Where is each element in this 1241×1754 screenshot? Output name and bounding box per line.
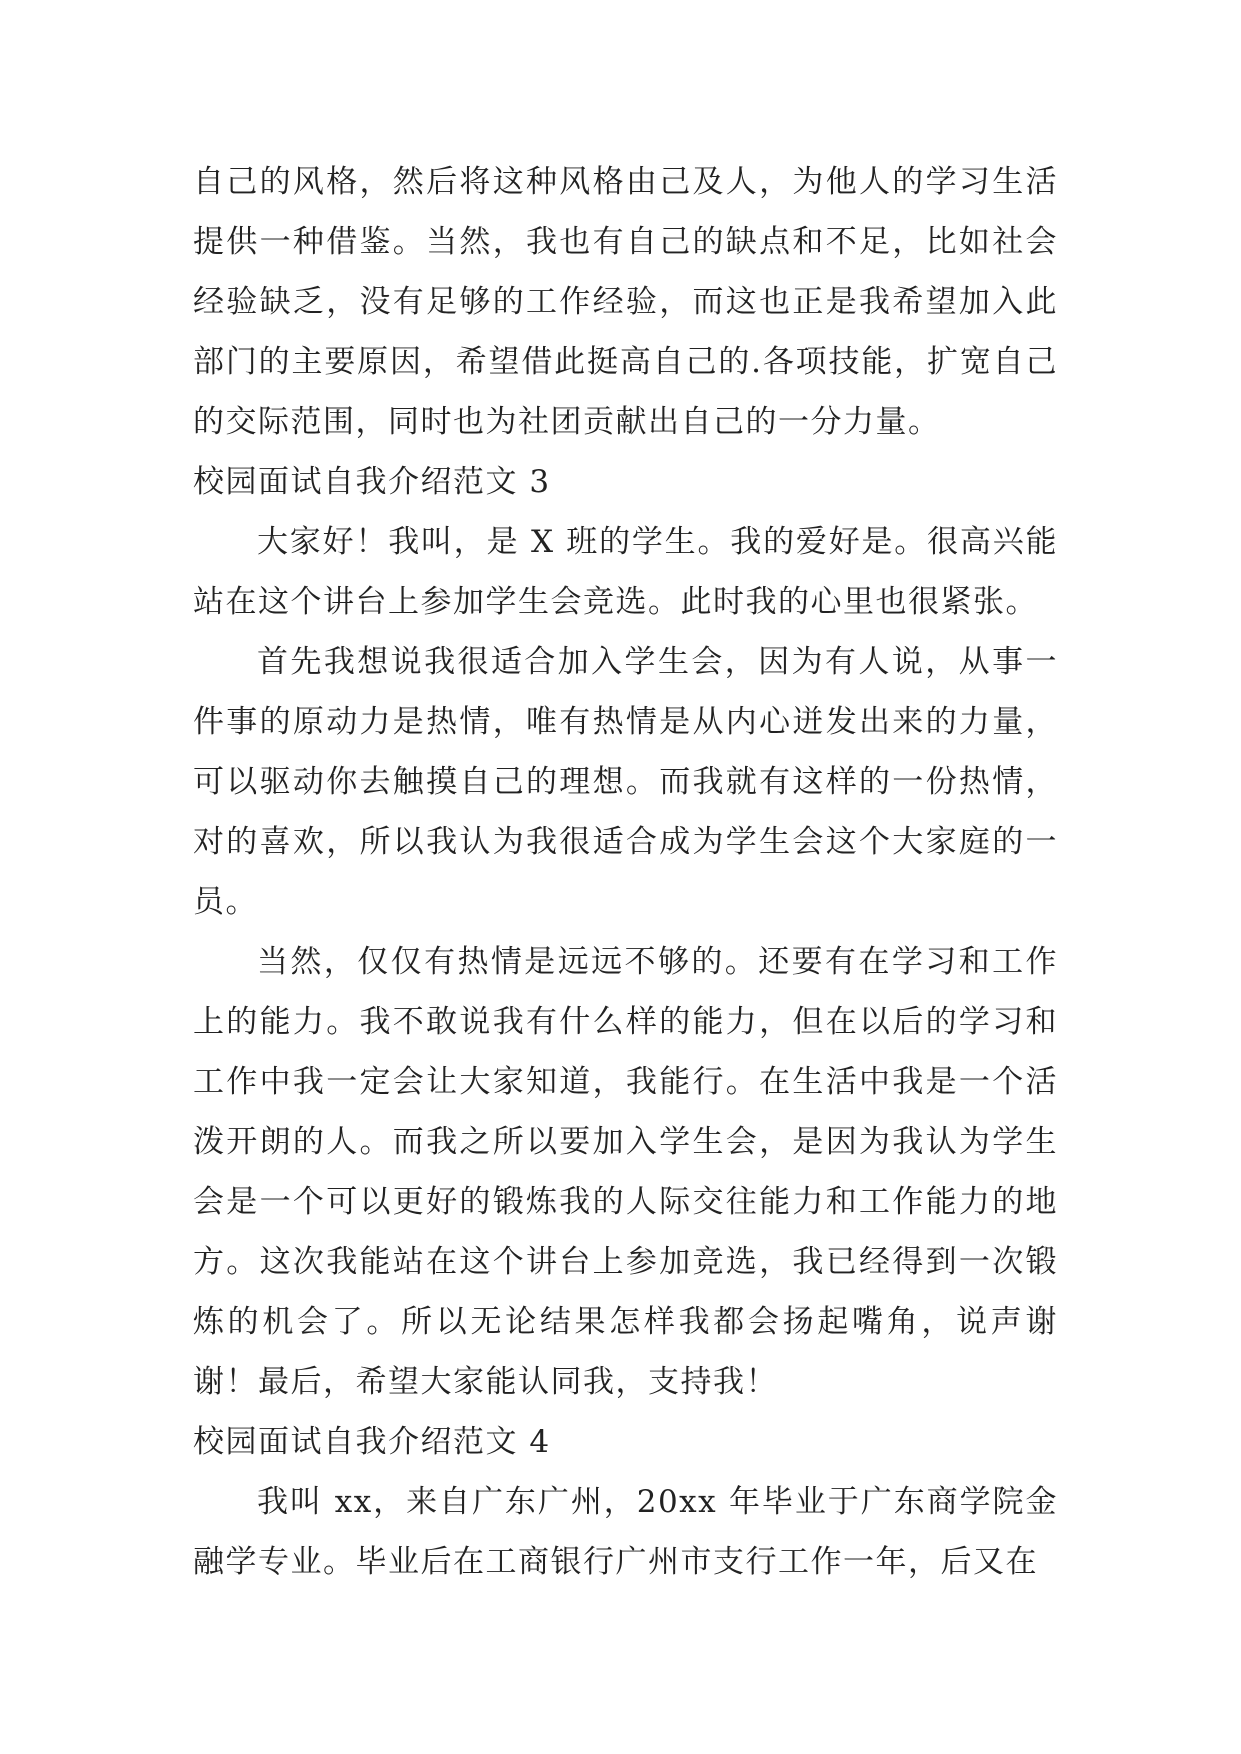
document-page bbox=[193, 152, 1058, 1592]
paragraph-introduction: 我叫 xx，来自广东广州，20xx 年毕业于广东商学院金融学专业。毕业后在工商银行广州市支行工作一年，后又在 bbox=[193, 1484, 1058, 1580]
paragraph-ability: 当然，仅仅有热情是远远不够的。还要有在学习和工作上的能力。我不敢说我有什么样的能力，但在以后的学习和工作中我一定会让大家知道，我能行。在生活中我是一个活泼开朗的人。而我之所以要加入学生会，是因为我认为学生会是一个可以更好的锻炼我的人际交往能力和工作能力的地方。这次我能站在这个讲台上参加竞选，我已经得到一次锻炼的机会了。所以无论结果怎样我都会扬起嘴角，说声谢谢！最后，希望大家能认同我，支持我！ bbox=[193, 944, 1058, 1400]
paragraph-enthusiasm: 首先我想说我很适合加入学生会，因为有人说，从事一件事的原动力是热情，唯有热情是从内心迸发出来的力量，可以驱动你去触摸自己的理想。而我就有这样的一份热情，对的喜欢，所以我认为我很适合成为学生会这个大家庭的一员。 bbox=[193, 644, 1058, 920]
paragraph-greeting: 大家好！我叫，是 X 班的学生。我的爱好是。很高兴能站在这个讲台上参加学生会竞选。此时我的心里也很紧张。 bbox=[193, 524, 1058, 620]
section-heading-3: 校园面试自我介绍范文 3 bbox=[193, 464, 551, 500]
paragraph-continuation: 自己的风格，然后将这种风格由己及人，为他人的学习生活提供一种借鉴。当然，我也有自己的缺点和不足，比如社会经验缺乏，没有足够的工作经验，而这也正是我希望加入此部门的主要原因，希望借此挺高自己的.各项技能，扩宽自己的交际范围，同时也为社团贡献出自己的一分力量。 bbox=[193, 164, 1058, 440]
section-heading-4: 校园面试自我介绍范文 4 bbox=[193, 1424, 551, 1460]
